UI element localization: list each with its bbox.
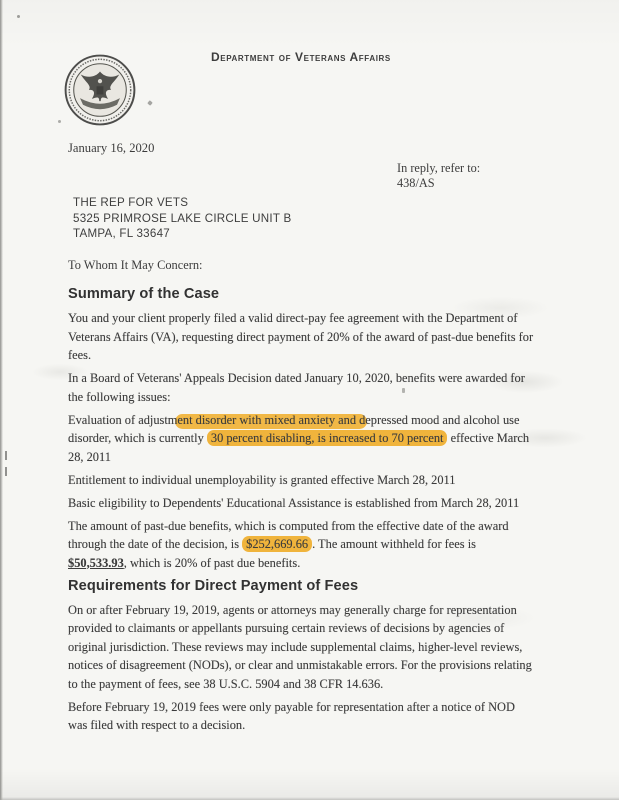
recipient-street: 5325 PRIMROSE LAKE CIRCLE UNIT B — [73, 211, 292, 225]
highlighted-past-due-amount: $252,669.66 — [242, 536, 312, 552]
evaluation-paragraph — [68, 411, 534, 467]
recipient-address — [73, 195, 291, 242]
salutation: To Whom It May Concern: — [68, 258, 203, 272]
evaluation-text-post: effective March 28, 2011 — [68, 431, 530, 464]
agency-header: Department of Veterans Affairs — [211, 50, 391, 64]
va-seal-icon — [63, 51, 137, 129]
amounts-paragraph — [68, 517, 534, 573]
agreement-paragraph: You and your client properly filed a valid direct-pay fee agreement with the Department of Veterans Affairs (VA), requesting direct payment of 20% of the award of past-due benefits for fees. — [68, 311, 534, 362]
recipient-name: THE REP FOR VETS — [73, 196, 189, 209]
requirements-heading: Requirements for Direct Payment of Fees — [68, 577, 359, 594]
decision-paragraph: In a Board of Veterans' Appeals Decision dated January 10, 2020, benefits were awarded for the following issues: — [68, 371, 525, 404]
scan-speck — [147, 100, 153, 106]
scan-dash-mark — [5, 451, 7, 477]
reply-reference-label: In reply, refer to: — [397, 161, 481, 175]
amounts-text-post: , which is 20% of past due benefits. — [123, 555, 301, 570]
scan-edge-left — [0, 0, 3, 800]
requirements-before-paragraph: Before February 19, 2019 fees were only payable for representation after a notice of NOD was filed with respect to a decision. — [68, 699, 515, 732]
letter-body — [68, 284, 534, 739]
summary-heading: Summary of the Case — [68, 286, 220, 302]
unemployability-paragraph: Entitlement to individual unemployability is granted effective March 28, 2011 — [68, 472, 456, 487]
dea-paragraph: Basic eligibility to Dependents' Educational Assistance is established from March 28, 2011 — [68, 495, 520, 510]
reply-reference-code: 438/AS — [397, 175, 435, 190]
amounts-text-pre: The amount of past-due benefits, which is computed from the effective date of the award through the date of the decision, is — [68, 518, 509, 551]
highlighted-rating-increase: 30 percent disabling, is increased to 70 percent — [207, 430, 448, 446]
scan-speck — [58, 120, 61, 123]
recipient-city: TAMPA, FL 33647 — [73, 227, 170, 240]
evaluation-text-pre: Evaluation of adjustment disorder with mixed anxiety and depressed mood and alcohol use disorder, which is currently — [68, 412, 520, 445]
scan-speck — [17, 15, 20, 18]
requirements-after-paragraph: On or after February 19, 2019, agents or attorneys may generally charge for representation provided to claimants or appellants pursuing certain reviews of decisions by agencies of original jurisdiction. These reviews may include supplemental claims, higher-level reviews, notices of disagreement (NODs), or clear and unmistakable errors. For the provisions relating to the payment of fees, see 38 U.S.C. 5904 and 38 CFR 14.636. — [68, 602, 532, 691]
reply-reference — [397, 161, 480, 191]
amounts-text-mid: . The amount withheld for fees is — [312, 537, 476, 551]
fee-amount: $50,533.93 — [68, 555, 124, 570]
letter-date: January 16, 2020 — [68, 141, 155, 155]
